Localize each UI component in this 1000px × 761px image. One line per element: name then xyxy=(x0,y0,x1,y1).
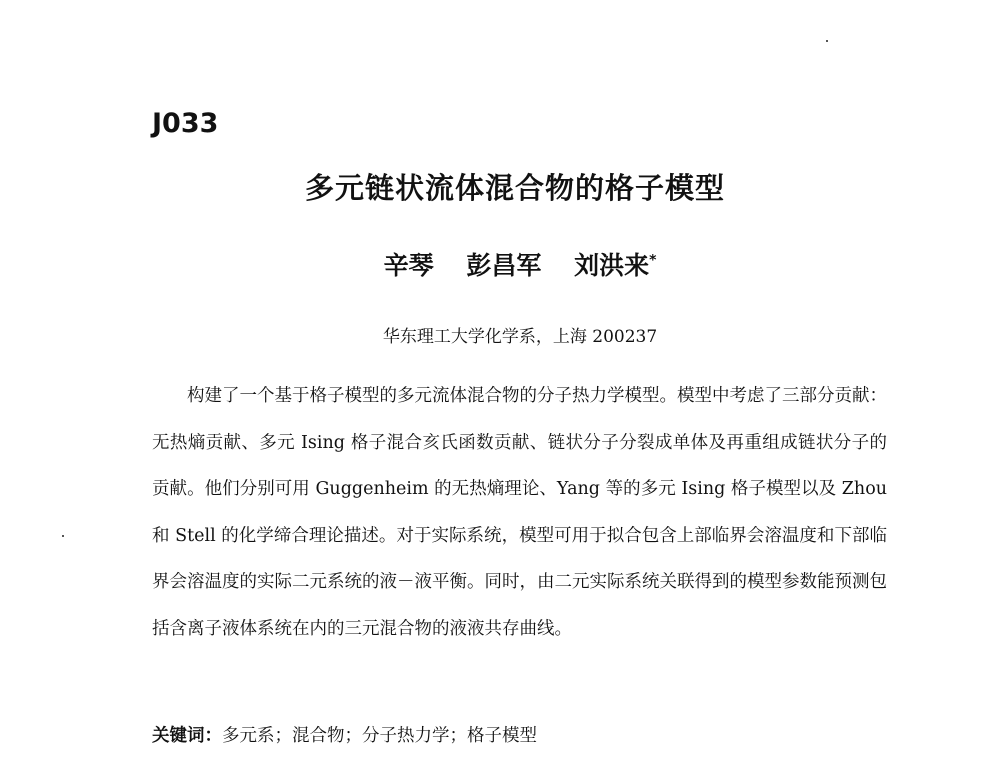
corresponding-author-mark: * xyxy=(649,252,657,269)
scan-speck xyxy=(62,535,64,537)
author-3 xyxy=(574,251,656,280)
paper-title: 多元链状流体混合物的格子模型 xyxy=(304,171,725,205)
author-1: 辛琴 xyxy=(383,251,434,280)
paper-code: J033 xyxy=(152,108,219,139)
abstract-text: 构建了一个基于格子模型的多元流体混合物的分子热力学模型。模型中考虑了三部分贡献：无热熵贡献、多元 Ising 格子混合亥氏函数贡献、链状分子分裂成单体及再重组成链状分子的贡献。他们分别可用 Guggenheim 的无热熵理论、Yang 等的多元 Ising 格子模型以及 Zhou 和 Stell 的化学缔合理论描述。对于实际系统，模型可用于拟合包含上部临界会溶温度和下部临界会溶温度的实际二元系统的液－液平衡。同时，由二元实际系统关联得到的模型参数能预测包括含离子液体系统在内的三元混合物的液液共存曲线。 xyxy=(152,386,887,639)
author-list xyxy=(0,246,1000,282)
keywords-line xyxy=(152,722,537,747)
author-3-name: 刘洪来 xyxy=(574,251,650,280)
scan-speck xyxy=(826,40,828,42)
affiliation: 华东理工大学化学系，上海 200237 xyxy=(382,327,658,347)
keywords-label: 关键词： xyxy=(152,726,222,746)
keywords-items: 多元系；混合物；分子热力学；格子模型 xyxy=(222,726,537,746)
author-2: 彭昌军 xyxy=(466,251,542,280)
